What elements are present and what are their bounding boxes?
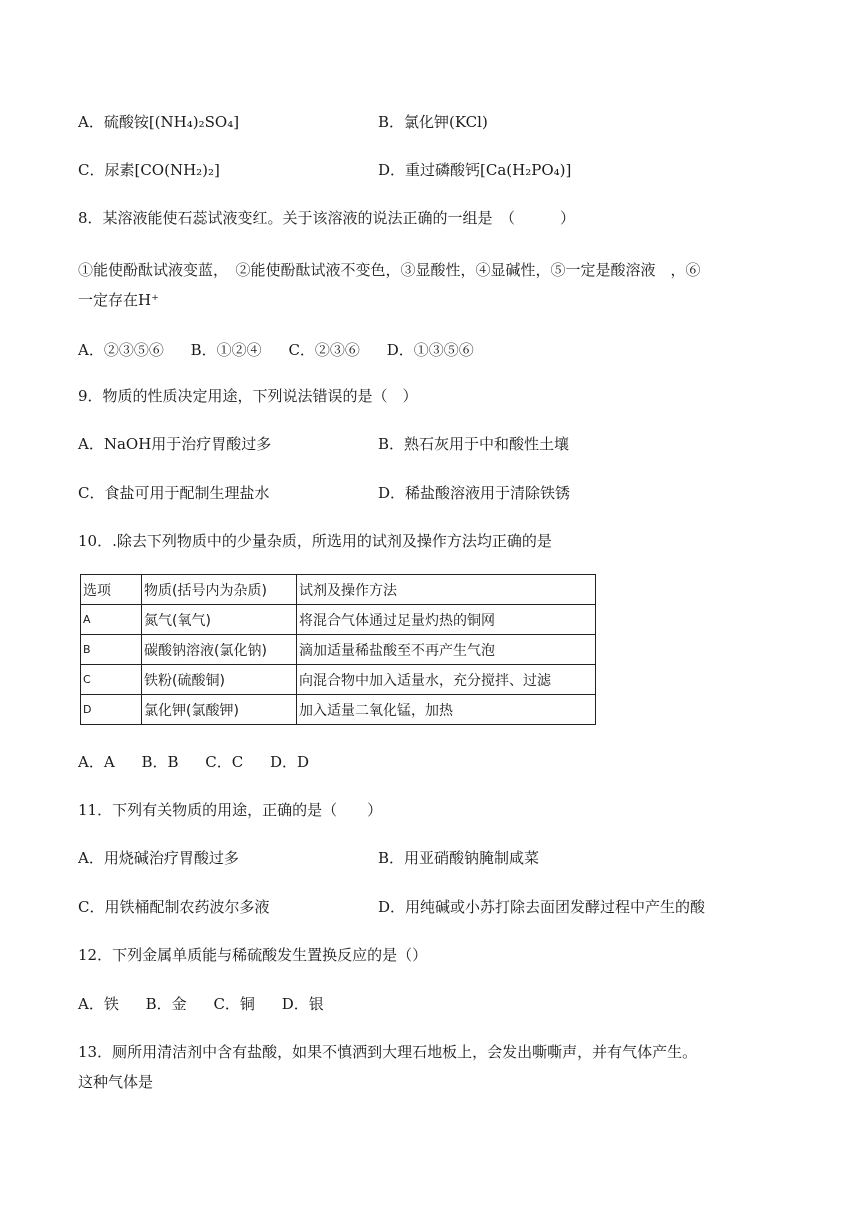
q8-stem: 8．某溶液能使石蕊试液变红。关于该溶液的说法正确的一组是 （ ） (78, 209, 576, 227)
table-cell: C (81, 665, 142, 695)
q11-stem: 11．下列有关物质的用途，正确的是（ ） (78, 801, 383, 819)
q11-option-c: C．用铁桶配制农药波尔多液 (78, 898, 270, 916)
q12-option-d: D．银 (281, 995, 324, 1013)
q8-option-d: D．①③⑤⑥ (386, 341, 474, 359)
q10-option-b: B．B (141, 753, 179, 771)
q8-option-c: C．②③⑥ (288, 341, 360, 359)
q10-stem: 10．.除去下列物质中的少量杂质，所选用的试剂及操作方法均正确的是 (78, 532, 552, 550)
q8-statements-line1: ①能使酚酞试液变蓝， ②能使酚酞试液不变色，③显酸性，④显碱性，⑤一定是酸溶液 ，⑥ (78, 261, 701, 279)
q7-option-d: D．重过磷酸钙[Ca(H₂PO₄)] (378, 161, 572, 179)
table-cell: A (81, 605, 142, 635)
q9-option-b: B．熟石灰用于中和酸性土壤 (378, 435, 570, 453)
table-cell: 氮气(氧气) (142, 605, 297, 635)
q8-statements-line2: 一定存在H⁺ (78, 291, 159, 309)
q9-option-a: A．NaOH用于治疗胃酸过多 (78, 435, 272, 453)
q7-option-a: A．硫酸铵[(NH₄)₂SO₄] (78, 113, 240, 131)
table-cell: 氯化钾(氯酸钾) (142, 695, 297, 725)
q9-option-c: C．食盐可用于配制生理盐水 (78, 484, 270, 502)
table-header-cell: 试剂及操作方法 (297, 575, 596, 605)
q7-option-b: B．氯化钾(KCl) (378, 113, 488, 131)
q13-stem-line2: 这种气体是 (78, 1073, 154, 1091)
q12-stem: 12．下列金属单质能与稀硫酸发生置换反应的是（） (78, 946, 428, 964)
q9-option-d: D．稀盐酸溶液用于清除铁锈 (378, 484, 571, 502)
q8-option-b: B．①②④ (190, 341, 262, 359)
q11-option-d: D．用纯碱或小苏打除去面团发酵过程中产生的酸 (378, 898, 706, 916)
q11-option-b: B．用亚硝酸钠腌制咸菜 (378, 849, 540, 867)
q9-stem: 9．物质的性质决定用途，下列说法错误的是（ ） (78, 387, 418, 405)
table-header-row (81, 575, 596, 605)
q7-option-c: C．尿素[CO(NH₂)₂] (78, 161, 220, 179)
table-cell: B (81, 635, 142, 665)
table-row (81, 605, 596, 635)
table-cell: 加入适量二氧化锰，加热 (297, 695, 596, 725)
q13-stem-line1: 13．厕所用清洁剂中含有盐酸，如果不慎洒到大理石地板上，会发出嘶嘶声，并有气体产生。 (78, 1043, 698, 1061)
table-header-cell: 选项 (81, 575, 142, 605)
q10-table (80, 574, 596, 725)
q12-option-a: A．铁 (78, 995, 119, 1013)
q12-options (78, 993, 346, 1015)
table-header-cell: 物质(括号内为杂质) (142, 575, 297, 605)
table-cell: 将混合气体通过足量灼热的铜网 (297, 605, 596, 635)
q10-option-c: C．C (205, 753, 244, 771)
q8-options (78, 339, 496, 361)
table-row (81, 635, 596, 665)
q10-options (78, 751, 331, 773)
q12-option-c: C．铜 (213, 995, 255, 1013)
q10-option-d: D．D (270, 753, 310, 771)
table-cell: D (81, 695, 142, 725)
q10-option-a: A．A (78, 753, 115, 771)
table-row (81, 695, 596, 725)
table-cell: 向混合物中加入适量水，充分搅拌、过滤 (297, 665, 596, 695)
table-cell: 碳酸钠溶液(氯化钠) (142, 635, 297, 665)
table-cell: 铁粉(硫酸铜) (142, 665, 297, 695)
table-row (81, 665, 596, 695)
q11-option-a: A．用烧碱治疗胃酸过多 (78, 849, 239, 867)
q12-option-b: B．金 (145, 995, 187, 1013)
table-cell: 滴加适量稀盐酸至不再产生气泡 (297, 635, 596, 665)
q8-option-a: A．②③⑤⑥ (78, 341, 164, 359)
